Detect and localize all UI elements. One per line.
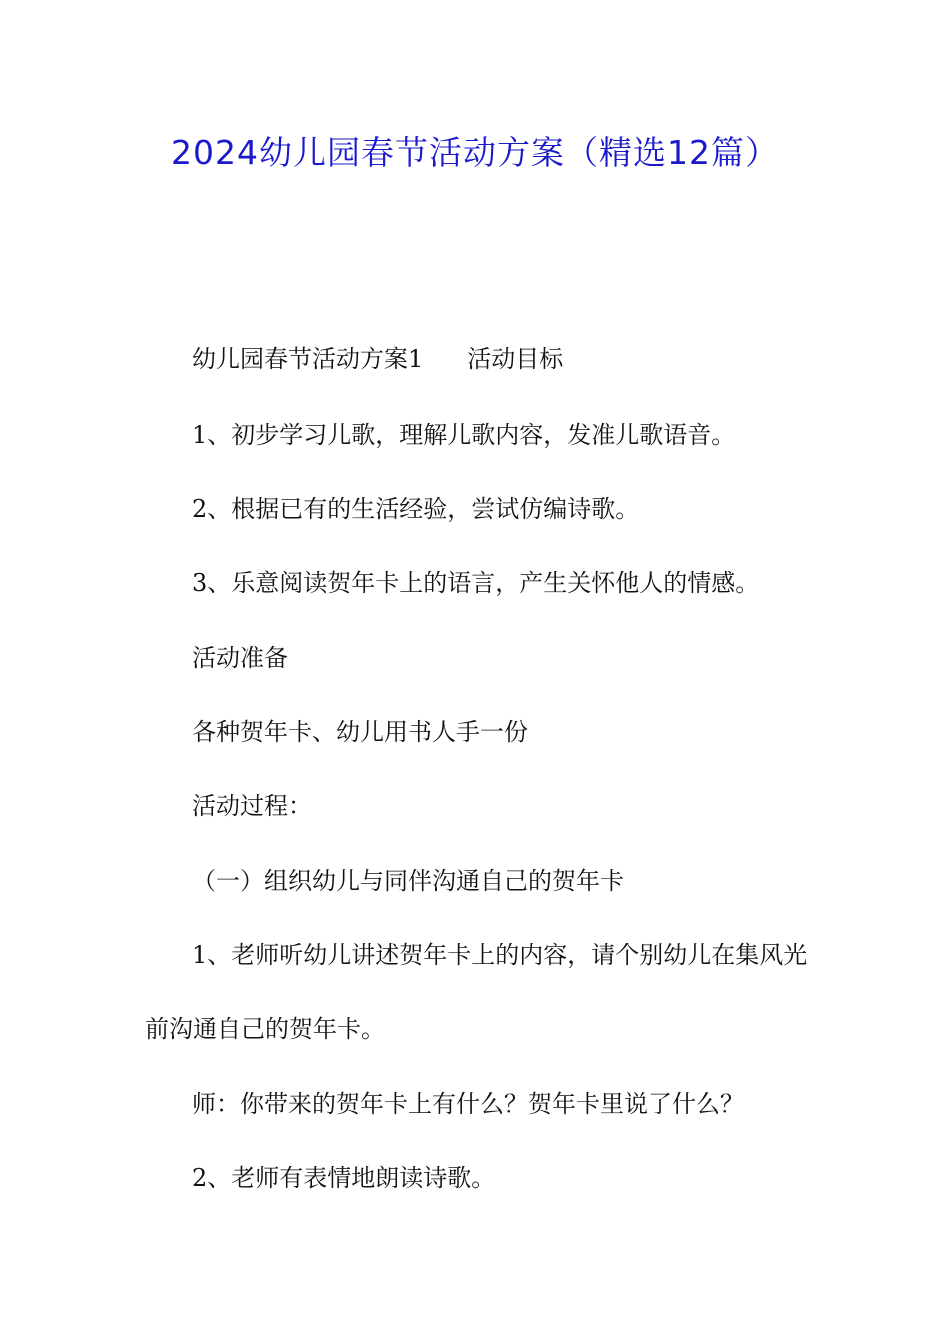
section-name: 幼儿园春节活动方案1: [192, 345, 424, 373]
paragraph: 2、根据已有的生活经验，尝试仿编诗歌。: [192, 495, 640, 523]
paragraph: 师：你带来的贺年卡上有什么？贺年卡里说了什么？: [192, 1090, 744, 1118]
section-label: 活动目标: [467, 345, 564, 373]
paragraph: 活动准备: [192, 644, 288, 672]
paragraph: 2、老师有表情地朗读诗歌。: [192, 1164, 496, 1192]
document-title: 2024幼儿园春节活动方案（精选12篇）: [171, 133, 779, 172]
paragraph: 各种贺年卡、幼儿用书人手一份: [192, 718, 528, 746]
paragraph: 1、老师听幼儿讲述贺年卡上的内容，请个别幼儿在集风光: [192, 941, 808, 969]
paragraph: 前沟通自己的贺年卡。: [145, 1015, 385, 1043]
section-heading: [192, 343, 563, 375]
paragraph: 活动过程：: [192, 792, 312, 820]
paragraph: （一）组织幼儿与同伴沟通自己的贺年卡: [192, 867, 624, 895]
paragraph: 3、乐意阅读贺年卡上的语言，产生关怀他人的情感。: [192, 569, 760, 597]
paragraph: 1、初步学习儿歌，理解儿歌内容，发准儿歌语音。: [192, 421, 736, 449]
